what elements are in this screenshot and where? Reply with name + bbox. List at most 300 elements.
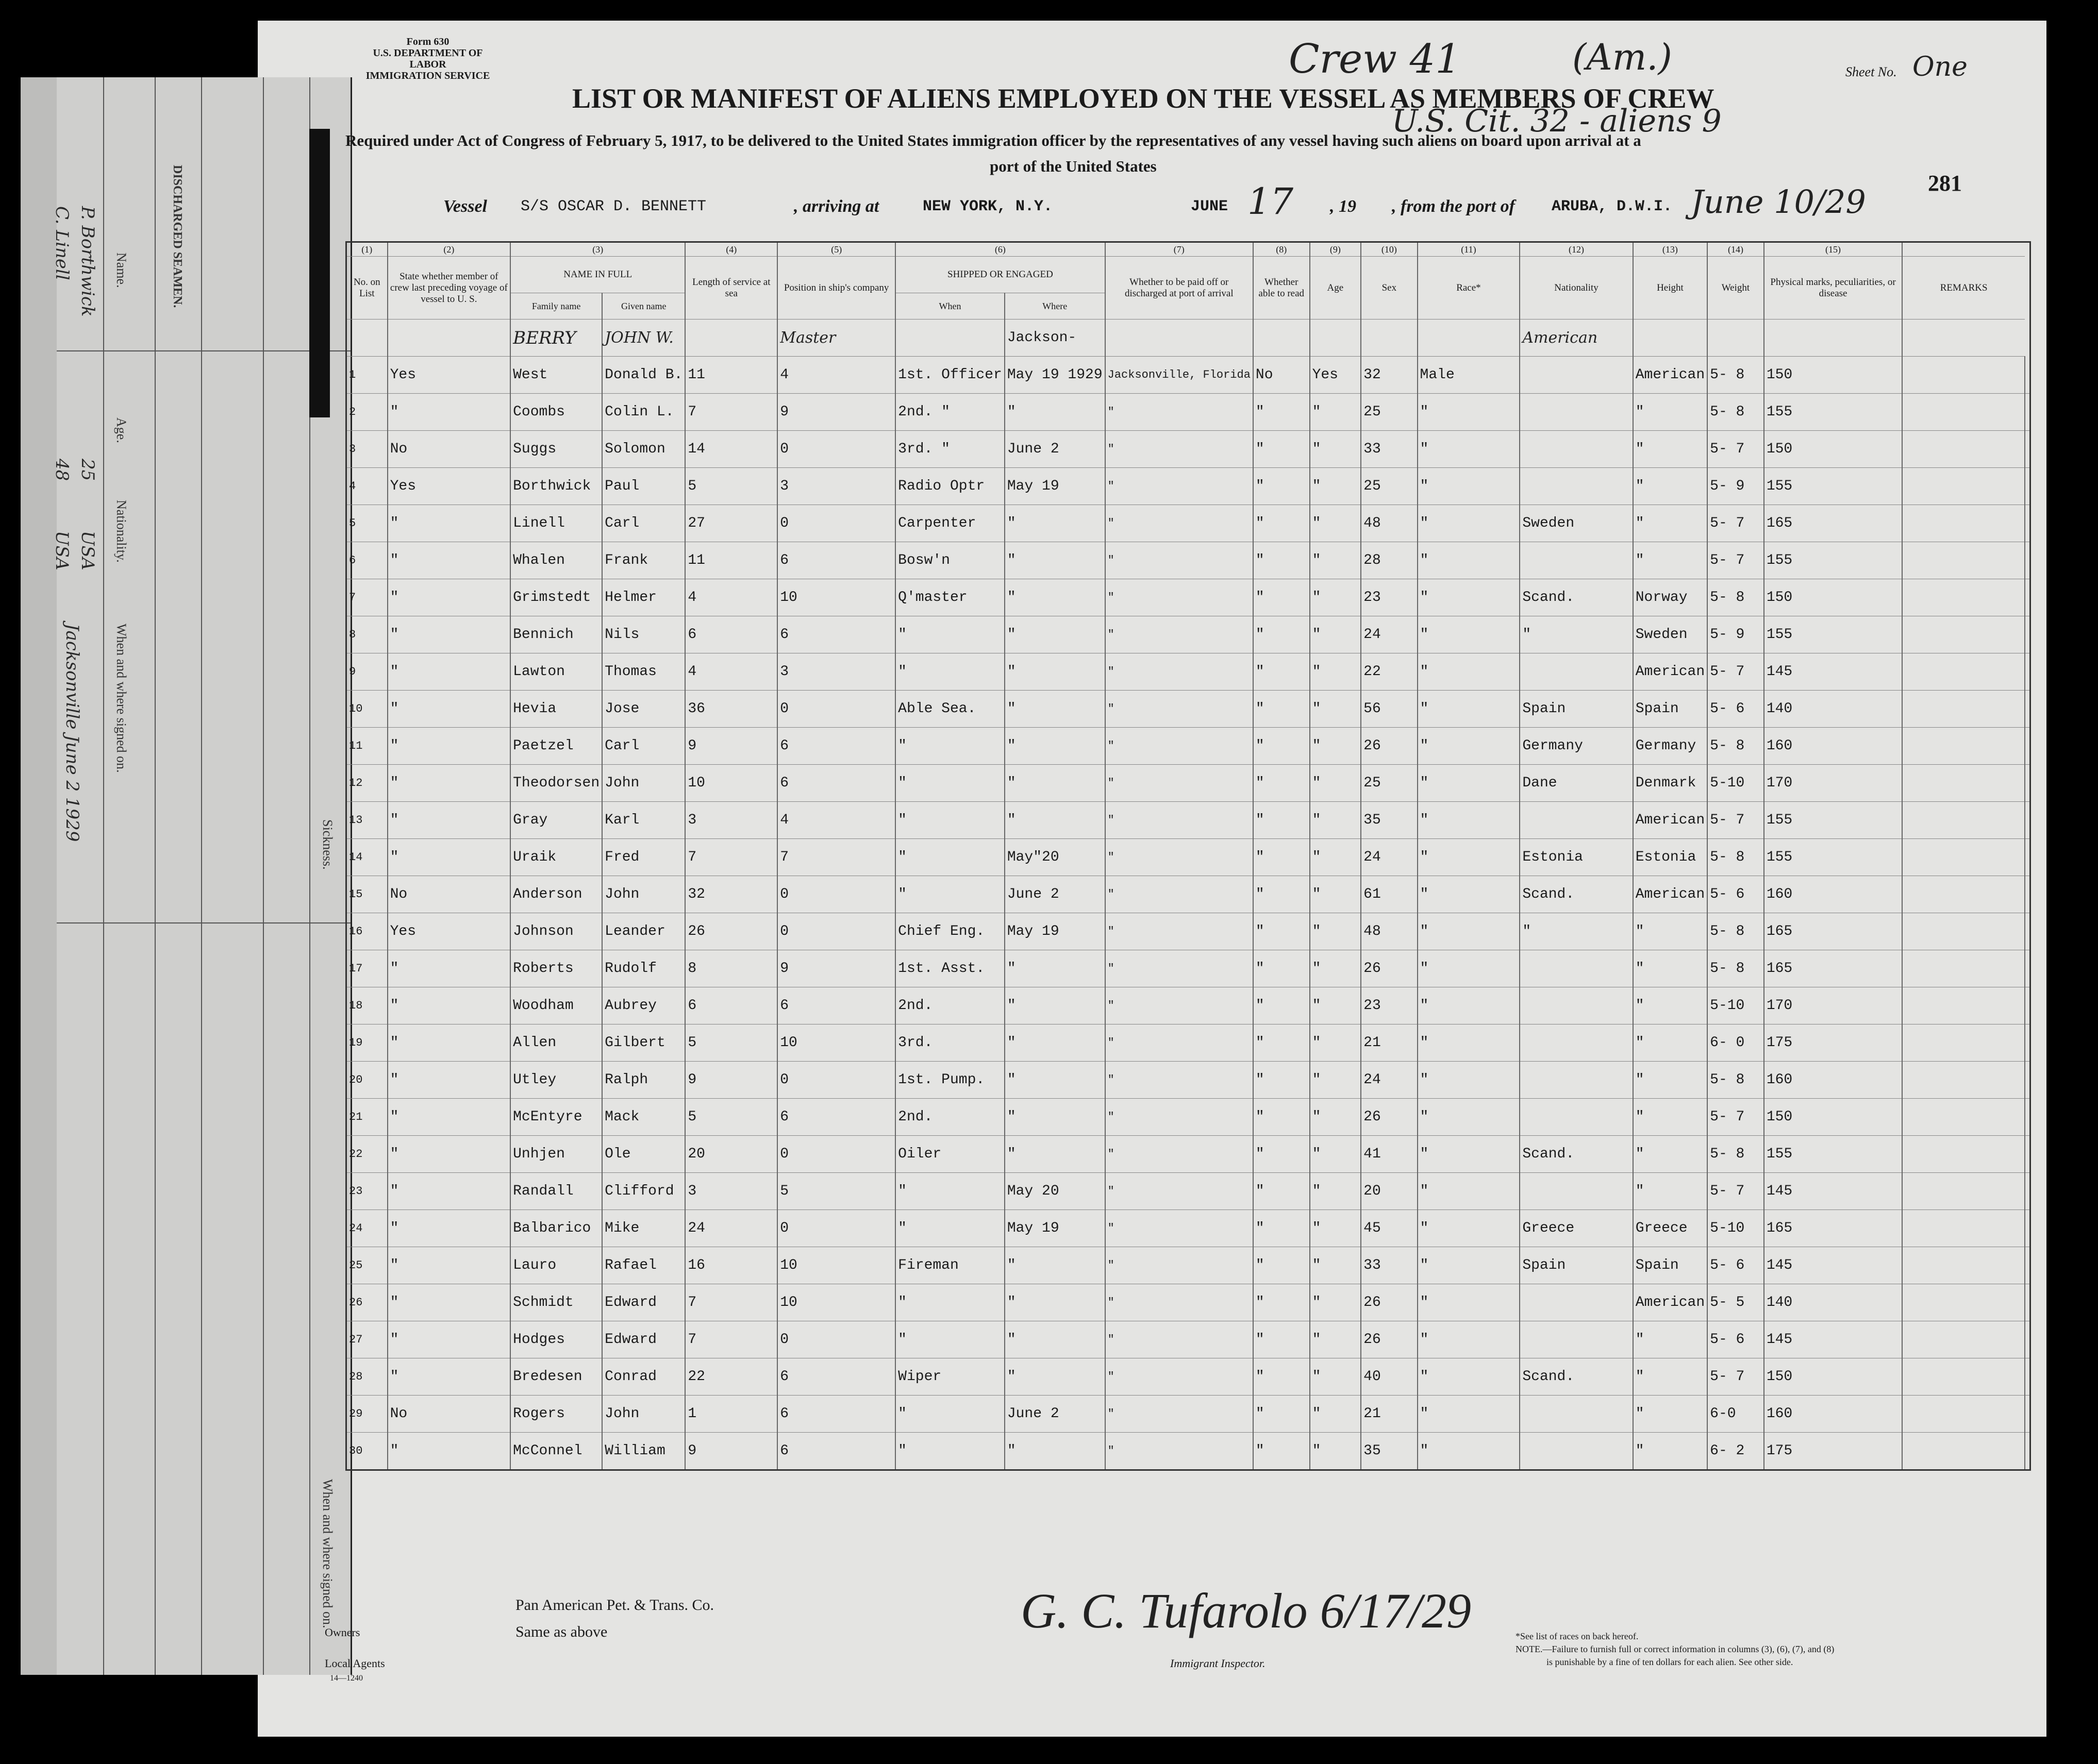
cell-family: Hevia [510, 691, 602, 728]
cell-family: Balbarico [510, 1210, 602, 1247]
master-where: Jackson- [1005, 320, 1105, 357]
cell-height: 5- 8 [1707, 579, 1764, 616]
master-nationality: American [1520, 320, 1633, 357]
cell-nat: Denmark [1633, 765, 1707, 802]
header-position: Position in ship's company [777, 257, 895, 320]
cell-nat: " [1633, 987, 1707, 1024]
cell-prev: No [388, 431, 511, 468]
cell-nat: " [1633, 468, 1707, 505]
cell-no: 18 [346, 987, 388, 1024]
cell-mos: 0 [777, 876, 895, 913]
cell-marks [1902, 468, 2025, 505]
header-able-to-read: Whether able to read [1253, 257, 1310, 320]
header-height: Height [1633, 257, 1707, 320]
cell-mos: 9 [777, 950, 895, 987]
cell-family: Suggs [510, 431, 602, 468]
penalty-note-2: is punishable by a fine of ten dollars for each alien. See other side. [1546, 1657, 1793, 1667]
cell-nat: American [1633, 1284, 1707, 1321]
from-port-date: June 10/29 [1691, 183, 1866, 221]
cell-yrs: 5 [685, 1099, 777, 1136]
cell-position: " [895, 1321, 1005, 1358]
cell-height: 5- 8 [1707, 839, 1764, 876]
cell-remarks [2025, 1173, 2030, 1210]
col-number-12: (12) [1520, 242, 1633, 257]
cell-race [1520, 357, 1633, 394]
cell-read: " [1310, 579, 1361, 616]
cell-nat: Sweden [1633, 616, 1707, 653]
header-family-name: Family name [510, 293, 602, 320]
crew-row [346, 616, 2030, 653]
cell-height: 5- 7 [1707, 1358, 1764, 1396]
cell-no: 3 [346, 431, 388, 468]
crew-row [346, 1433, 2030, 1470]
header-previous-voyage: State whether member of crew last preceding voyage of vessel to U. S. [388, 257, 511, 320]
cell-paid: " [1253, 542, 1310, 579]
cell-nat: Spain [1633, 691, 1707, 728]
cell-age: 48 [1361, 505, 1417, 542]
cell-read: Yes [1310, 357, 1361, 394]
cell-race [1520, 431, 1633, 468]
cell-position: 1st. Pump. [895, 1062, 1005, 1099]
cell-mos: 0 [777, 1210, 895, 1247]
cell-sex: " [1418, 1210, 1520, 1247]
col-number-9: (9) [1310, 242, 1361, 257]
slip-col-age: Age. [114, 417, 129, 443]
cell-yrs: 9 [685, 1433, 777, 1470]
cell-where: " [1105, 653, 1253, 691]
cell-given: Nils [602, 616, 685, 653]
cell-remarks [2025, 357, 2030, 394]
cell-height: 6- 0 [1707, 1024, 1764, 1062]
cell-mos: 4 [777, 802, 895, 839]
cell-marks [1902, 1210, 2025, 1247]
cell-where: " [1105, 505, 1253, 542]
cell-paid: " [1253, 1247, 1310, 1284]
cell-height: 5- 9 [1707, 468, 1764, 505]
cell-race: Spain [1520, 691, 1633, 728]
cell-family: Lawton [510, 653, 602, 691]
cell-read: " [1310, 1099, 1361, 1136]
cell-age: 35 [1361, 802, 1417, 839]
cell-read: " [1310, 1210, 1361, 1247]
cell-nat: " [1633, 1099, 1707, 1136]
cell-age: 33 [1361, 1247, 1417, 1284]
crew-row [346, 1210, 2030, 1247]
cell-prev: " [388, 765, 511, 802]
crew-row [346, 653, 2030, 691]
crew-row [346, 468, 2030, 505]
cell-age: 35 [1361, 1433, 1417, 1470]
cell-paid: " [1253, 950, 1310, 987]
cell-paid: " [1253, 1173, 1310, 1210]
cell-family: Theodorsen [510, 765, 602, 802]
cell-height: 5- 6 [1707, 691, 1764, 728]
cell-when: " [1005, 1062, 1105, 1099]
cell-sex: " [1418, 765, 1520, 802]
header-paid-off: Whether to be paid off or discharged at port of arrival [1105, 257, 1253, 320]
cell-family: Grimstedt [510, 579, 602, 616]
cell-no: 9 [346, 653, 388, 691]
slip-rule [57, 922, 351, 923]
col-number-8: (8) [1253, 242, 1310, 257]
cell-sex: " [1418, 1284, 1520, 1321]
cell-no: 11 [346, 728, 388, 765]
cell-marks [1902, 1358, 2025, 1396]
cell-race [1520, 987, 1633, 1024]
slip-divider [103, 77, 104, 1675]
cell-no: 15 [346, 876, 388, 913]
cell-yrs: 26 [685, 913, 777, 950]
cell-paid: " [1253, 505, 1310, 542]
cell-prev: Yes [388, 468, 511, 505]
cell-weight: 175 [1764, 1024, 1902, 1062]
cell-nat: " [1633, 542, 1707, 579]
crew-row [346, 357, 2030, 394]
cell-paid: " [1253, 691, 1310, 728]
cell-position: " [895, 839, 1005, 876]
cell-mos: 3 [777, 653, 895, 691]
cell-height: 5- 7 [1707, 1099, 1764, 1136]
cell-sex: " [1418, 987, 1520, 1024]
cell-remarks [2025, 579, 2030, 616]
cell-paid: " [1253, 1284, 1310, 1321]
cell-when: " [1005, 542, 1105, 579]
cell-weight: 155 [1764, 394, 1902, 431]
header-list-no: No. on List [346, 257, 388, 320]
cell-yrs: 9 [685, 728, 777, 765]
cell-when: June 2 [1005, 431, 1105, 468]
cell-height: 5-10 [1707, 987, 1764, 1024]
cell-race [1520, 1024, 1633, 1062]
cell-read: " [1310, 728, 1361, 765]
cell-sex: " [1418, 802, 1520, 839]
cell-read: " [1310, 1321, 1361, 1358]
cell-prev: " [388, 1321, 511, 1358]
cell-race: Sweden [1520, 505, 1633, 542]
cell-where: " [1105, 691, 1253, 728]
cell-position: 3rd. " [895, 431, 1005, 468]
cell-family: Lauro [510, 1247, 602, 1284]
cell-where: " [1105, 468, 1253, 505]
cell-paid: " [1253, 653, 1310, 691]
cell-age: 26 [1361, 1321, 1417, 1358]
cell-yrs: 10 [685, 765, 777, 802]
col-number-6: (6) [895, 242, 1105, 257]
cell-nat: " [1633, 1024, 1707, 1062]
cell-marks [1902, 802, 2025, 839]
inspector-signature: G. C. Tufarolo 6/17/29 [1021, 1583, 1471, 1638]
cell-sex: " [1418, 1136, 1520, 1173]
cell-prev: " [388, 616, 511, 653]
cell-remarks [2025, 1024, 2030, 1062]
slip-rule [57, 350, 351, 351]
cell-no: 25 [346, 1247, 388, 1284]
cell-where: " [1105, 987, 1253, 1024]
cell-yrs: 4 [685, 653, 777, 691]
cell-prev: " [388, 1210, 511, 1247]
cell-sex: " [1418, 616, 1520, 653]
cell-sex: " [1418, 913, 1520, 950]
crew-row [346, 1099, 2030, 1136]
cell-no: 27 [346, 1321, 388, 1358]
cell-marks [1902, 728, 2025, 765]
cell-read: " [1310, 691, 1361, 728]
cell-read: " [1310, 1358, 1361, 1396]
cell-family: Roberts [510, 950, 602, 987]
cell-read: " [1310, 468, 1361, 505]
cell-mos: 7 [777, 839, 895, 876]
cell-nat: " [1633, 950, 1707, 987]
cell-position: " [895, 653, 1005, 691]
cell-marks [1902, 950, 2025, 987]
master-given: JOHN W. [602, 320, 685, 357]
crew-row [346, 1024, 2030, 1062]
cell-where: " [1105, 1321, 1253, 1358]
cell-prev: " [388, 505, 511, 542]
cell-nat: American [1633, 653, 1707, 691]
cell-paid: " [1253, 913, 1310, 950]
cell-mos: 3 [777, 468, 895, 505]
cell-weight: 165 [1764, 950, 1902, 987]
header-name-in-full: NAME IN FULL [510, 257, 685, 293]
cell-mos: 0 [777, 913, 895, 950]
cell-marks [1902, 1247, 2025, 1284]
manifest-subtitle: Required under Act of Congress of February 5, 1917, to be delivered to the United States immigration officer by the representatives of any vessel having such aliens on board upon arrival at a [345, 131, 1641, 149]
sheet-value: One [1912, 52, 1968, 82]
slip-divider [263, 77, 264, 1675]
cell-prev: " [388, 1433, 511, 1470]
cell-sex: " [1418, 839, 1520, 876]
cell-family: Bennich [510, 616, 602, 653]
col-number-16 [1902, 242, 2025, 257]
cell-mos: 6 [777, 765, 895, 802]
form-agency [356, 36, 500, 81]
cell-given: Leander [602, 913, 685, 950]
cell-position: " [895, 765, 1005, 802]
cell-prev: " [388, 579, 511, 616]
slip-entry1-age: 25 [77, 459, 98, 481]
cell-race [1520, 1099, 1633, 1136]
cell-no: 26 [346, 1284, 388, 1321]
cell-family: Rogers [510, 1396, 602, 1433]
header-given-name: Given name [602, 293, 685, 320]
column-number-row [346, 242, 2030, 257]
cell-mos: 0 [777, 505, 895, 542]
cell-marks [1902, 505, 2025, 542]
cell-no: 29 [346, 1396, 388, 1433]
penalty-note: NOTE.—Failure to furnish full or correct information in columns (3), (6), (7), and (8) [1516, 1644, 1835, 1654]
cell-family: Uraik [510, 839, 602, 876]
cell-nat: " [1633, 1433, 1707, 1470]
cell-where: " [1105, 1173, 1253, 1210]
cell-nat: Greece [1633, 1210, 1707, 1247]
form-department: U.S. DEPARTMENT OF LABOR [373, 47, 483, 70]
cell-given: Frank [602, 542, 685, 579]
cell-sex: " [1418, 505, 1520, 542]
cell-no: 28 [346, 1358, 388, 1396]
cell-race: Dane [1520, 765, 1633, 802]
slip-title: DISCHARGED SEAMEN. [171, 165, 184, 308]
cell-marks [1902, 1136, 2025, 1173]
cell-marks [1902, 691, 2025, 728]
header-nationality: Nationality [1520, 257, 1633, 320]
from-port: ARUBA, D.W.I. [1552, 198, 1673, 215]
cell-marks [1902, 839, 2025, 876]
cell-remarks [2025, 1136, 2030, 1173]
cell-age: 45 [1361, 1210, 1417, 1247]
cell-sex: " [1418, 653, 1520, 691]
cell-age: 56 [1361, 691, 1417, 728]
cell-read: " [1310, 987, 1361, 1024]
cell-no: 20 [346, 1062, 388, 1099]
cell-height: 5- 8 [1707, 913, 1764, 950]
cell-position: 1st. Asst. [895, 950, 1005, 987]
cell-position: " [895, 616, 1005, 653]
company-name: Pan American Pet. & Trans. Co. [515, 1597, 714, 1614]
cell-position: " [895, 1210, 1005, 1247]
cell-where: " [1105, 728, 1253, 765]
cell-mos: 0 [777, 1062, 895, 1099]
crew-row [346, 691, 2030, 728]
arriving-label: , arriving at [794, 197, 879, 216]
cell-sex: " [1418, 579, 1520, 616]
cell-weight: 145 [1764, 653, 1902, 691]
cell-mos: 9 [777, 394, 895, 431]
cell-paid: " [1253, 1358, 1310, 1396]
cell-mos: 0 [777, 1136, 895, 1173]
cell-yrs: 5 [685, 468, 777, 505]
cell-paid: " [1253, 1136, 1310, 1173]
cell-given: Rudolf [602, 950, 685, 987]
cell-prev: No [388, 1396, 511, 1433]
cell-age: 32 [1361, 357, 1417, 394]
cell-height: 5- 8 [1707, 728, 1764, 765]
page-number: 281 [1928, 171, 1962, 196]
cell-when: " [1005, 1136, 1105, 1173]
cell-age: 21 [1361, 1396, 1417, 1433]
cell-where: " [1105, 1024, 1253, 1062]
cell-mos: 0 [777, 431, 895, 468]
cell-nat: " [1633, 1396, 1707, 1433]
cell-age: 21 [1361, 1024, 1417, 1062]
cell-given: Donald B. [602, 357, 685, 394]
cell-given: Carl [602, 728, 685, 765]
cell-where: " [1105, 1210, 1253, 1247]
cell-given: Conrad [602, 1358, 685, 1396]
cell-read: " [1310, 1396, 1361, 1433]
cell-height: 5- 7 [1707, 802, 1764, 839]
cell-remarks [2025, 728, 2030, 765]
cell-age: 24 [1361, 839, 1417, 876]
cell-position: " [895, 1433, 1005, 1470]
cell-race: Scand. [1520, 1136, 1633, 1173]
slip-black-tab [309, 129, 330, 417]
cell-paid: " [1253, 579, 1310, 616]
slip-col-where: When and where signed on. [114, 624, 129, 773]
cell-no: 4 [346, 468, 388, 505]
cell-read: " [1310, 505, 1361, 542]
crew-row [346, 1247, 2030, 1284]
cell-no: 14 [346, 839, 388, 876]
cell-age: 26 [1361, 950, 1417, 987]
cell-when: " [1005, 1321, 1105, 1358]
cell-prev: " [388, 1247, 511, 1284]
cell-family: Utley [510, 1062, 602, 1099]
cell-read: " [1310, 950, 1361, 987]
cell-nat: American [1633, 876, 1707, 913]
cell-prev: " [388, 691, 511, 728]
cell-given: Edward [602, 1321, 685, 1358]
cell-marks [1902, 913, 2025, 950]
cell-read: " [1310, 394, 1361, 431]
cell-remarks [2025, 431, 2030, 468]
crew-row [346, 950, 2030, 987]
crew-row [346, 1321, 2030, 1358]
cell-age: 26 [1361, 1284, 1417, 1321]
cell-remarks [2025, 913, 2030, 950]
cell-mos: 6 [777, 1099, 895, 1136]
cell-marks [1902, 1433, 2025, 1470]
cell-where: " [1105, 1136, 1253, 1173]
cell-read: " [1310, 1247, 1361, 1284]
cell-height: 5- 7 [1707, 505, 1764, 542]
am-note: (Am.) [1572, 36, 1672, 78]
cell-family: Linell [510, 505, 602, 542]
cell-remarks [2025, 1321, 2030, 1358]
crew-row [346, 1284, 2030, 1321]
cell-marks [1902, 1321, 2025, 1358]
cell-paid: " [1253, 1062, 1310, 1099]
cell-mos: 6 [777, 616, 895, 653]
header-age: Age [1310, 257, 1361, 320]
cell-read: " [1310, 1136, 1361, 1173]
cell-no: 30 [346, 1433, 388, 1470]
cell-position: Bosw'n [895, 542, 1005, 579]
col-number-10: (10) [1361, 242, 1417, 257]
cell-weight: 170 [1764, 987, 1902, 1024]
cell-mos: 10 [777, 579, 895, 616]
crew-row [346, 579, 2030, 616]
cell-nat: Estonia [1633, 839, 1707, 876]
cell-paid: " [1253, 616, 1310, 653]
cell-race: " [1520, 913, 1633, 950]
form-service: IMMIGRATION SERVICE [365, 70, 490, 81]
cell-paid: " [1253, 468, 1310, 505]
cell-paid: " [1253, 1396, 1310, 1433]
cell-sex: " [1418, 1433, 1520, 1470]
cell-paid: " [1253, 431, 1310, 468]
cell-where: " [1105, 1358, 1253, 1396]
cell-where: " [1105, 802, 1253, 839]
cell-when: " [1005, 579, 1105, 616]
cell-marks [1902, 357, 2025, 394]
cell-height: 6-0 [1707, 1396, 1764, 1433]
crew-row [346, 431, 2030, 468]
slip-col-sickness: Sickness. [320, 819, 335, 870]
cell-marks [1902, 1062, 2025, 1099]
arrival-month: JUNE [1191, 198, 1228, 215]
cell-when: May 19 1929 [1005, 357, 1105, 394]
manifest-subtitle-2: port of the United States [990, 157, 1157, 175]
cell-sex: " [1418, 691, 1520, 728]
cell-age: 23 [1361, 987, 1417, 1024]
cell-weight: 155 [1764, 468, 1902, 505]
cell-when: " [1005, 616, 1105, 653]
cell-read: " [1310, 616, 1361, 653]
cell-mos: 0 [777, 1321, 895, 1358]
cell-paid: No [1253, 357, 1310, 394]
cell-given: Paul [602, 468, 685, 505]
